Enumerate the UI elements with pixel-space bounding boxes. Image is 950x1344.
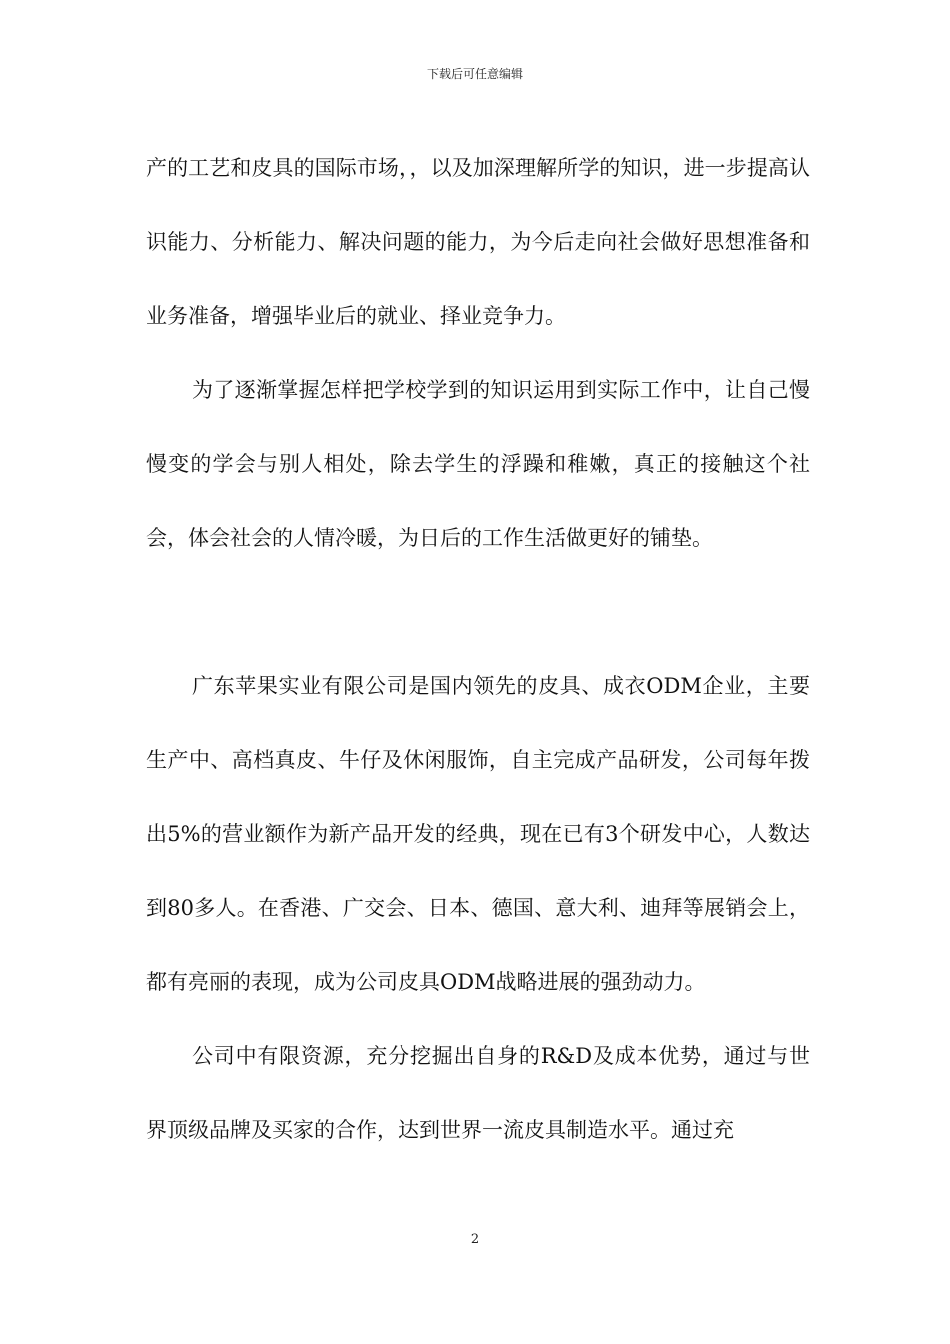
paragraph-company-resources: 公司中有限资源，充分挖掘出自身的R&D及成本优势，通过与世界顶级品牌及买家的合作，达到世界一流皮具制造水平。通过充 [146,1044,810,1142]
paragraph-company-intro: 广东苹果实业有限公司是国内领先的皮具、成衣ODM企业，主要生产中、高档真皮、牛仔及休闲服饰，自主完成产品研发，公司每年拨出5%的营业额作为新产品开发的经典，现在已有3个研发中心，人数达到80多人。在香港、广交会、日本、德国、意大利、迪拜等展销会上，都有亮丽的表现，成为公司皮具ODM战略进展的强劲动力。 [146,674,810,994]
paragraph-purpose: 为了逐渐掌握怎样把学校学到的知识运用到实际工作中，让自己慢慢变的学会与别人相处，除去学生的浮躁和稚嫩，真正的接触这个社会，体会社会的人情冷暖，为日后的工作生活做更好的铺垫。 [146,378,810,550]
paragraph-spacer [146,575,810,649]
paragraph-continued: 产的工艺和皮具的国际市场，，以及加深理解所学的知识，进一步提高认识能力、分析能力、解决问题的能力，为今后走向社会做好思想准备和业务准备，增强毕业后的就业、择业竞争力。 [146,156,810,328]
page-number: 2 [470,1232,480,1247]
page-header: 下载后可任意编辑 [426,67,523,81]
document-body [146,131,810,1167]
